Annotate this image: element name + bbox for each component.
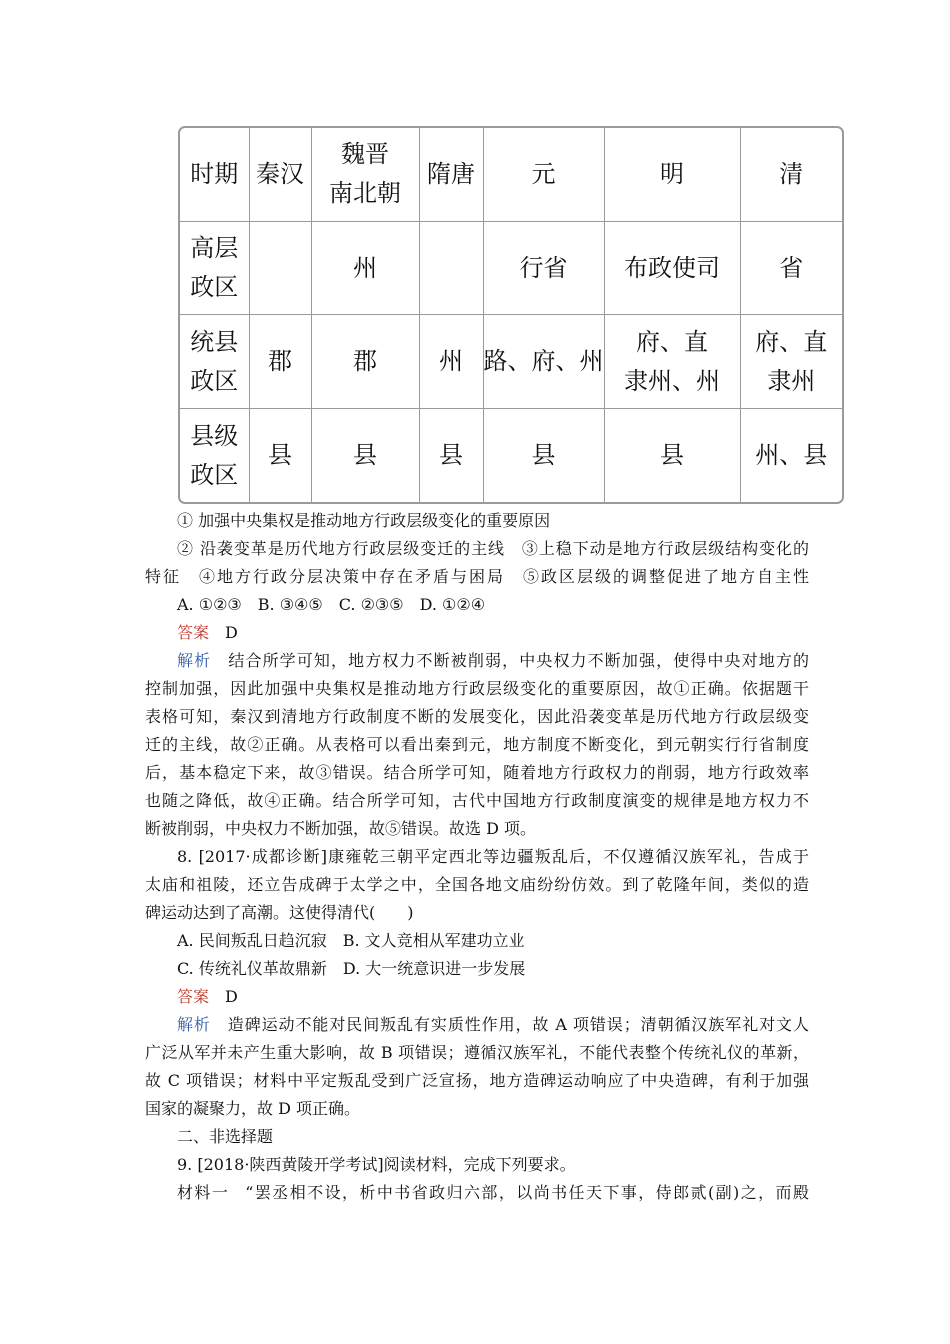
table-cell: 明	[604, 128, 740, 221]
table-cell: 县	[419, 409, 483, 502]
table-cell: 县	[483, 409, 604, 502]
q7-analysis-line: 断被削弱，中央权力不断加强，故⑤错误。故选 D 项。	[145, 819, 537, 838]
table-cell: 高层 政区	[180, 221, 249, 315]
table-cell	[249, 221, 311, 315]
table-row	[180, 221, 842, 315]
section-heading: 二、非选择题	[177, 1127, 274, 1146]
q8-analysis-line: 广泛从军并未产生重大影响，故 B 项错误；遵循汉族军礼，不能代表整个传统礼仪的革新，	[145, 1043, 809, 1062]
q7-analysis-line: 控制加强，因此加强中央集权是推动地方行政层级变化的重要原因，故①正确。依据题干	[145, 679, 809, 698]
q8-answer	[145, 983, 809, 1011]
statement-2-cont: 特征 ④地方行政分层决策中存在矛盾与困局 ⑤政区层级的调整促进了地方自主性	[145, 567, 809, 586]
statement-1: ① 加强中央集权是推动地方行政层级变化的重要原因	[177, 511, 551, 530]
table-cell: 县	[604, 409, 740, 502]
analysis-text: 结合所学可知，地方权力不断被削弱，中央权力不断加强，使得中央对地方的	[227, 651, 809, 670]
table-cell: 清	[740, 128, 842, 221]
analysis-text: 造碑运动不能对民间叛乱有实质性作用，故 A 项错误；清朝循汉族军礼对文人	[226, 1015, 809, 1034]
q8-stem-line: 太庙和祖陵，还立告成碑于太学之中，全国各地文庙纷纷仿效。到了乾隆年间，类似的造	[145, 875, 809, 894]
admin-levels-table	[178, 126, 844, 504]
table-cell: 隋唐	[419, 128, 483, 221]
table-cell: 府、直 隶州、州	[604, 315, 740, 409]
q8-options-ab: A. 民间叛乱日趋沉寂 B. 文人竞相从军建功立业	[177, 931, 525, 950]
q7-answer	[145, 619, 809, 647]
q8-options-cd: C. 传统礼仪革故鼎新 D. 大一统意识进一步发展	[177, 959, 526, 978]
table-cell: 统县 政区	[180, 315, 249, 409]
answer-value: D	[225, 987, 238, 1006]
table-cell: 魏晋 南北朝	[311, 128, 419, 221]
q8-stem-line: 碑运动达到了高潮。这使得清代( )	[145, 903, 414, 922]
statement-2: ② 沿袭变革是历代地方行政层级变迁的主线 ③上稳下动是地方行政层级结构变化的	[177, 539, 809, 558]
material-label: 材料一	[177, 1183, 230, 1202]
table-cell: 郡	[249, 315, 311, 409]
q8-analysis-line: 国家的凝聚力，故 D 项正确。	[145, 1099, 361, 1118]
analysis-label: 解析	[177, 651, 212, 670]
answer-label: 答案	[177, 987, 210, 1006]
material-text: “罢丞相不设，析中书省政归六部，以尚书任天下事，侍郎贰(副)之，而殿	[245, 1183, 809, 1202]
table-cell: 府、直 隶州	[740, 315, 842, 409]
table-cell: 州	[419, 315, 483, 409]
question-text	[145, 507, 809, 1207]
q9-material	[145, 1179, 809, 1207]
q8-stem-line: 8. [2017·成都诊断]康雍乾三朝平定西北等边疆叛乱后，不仅遵循汉族军礼，告成于	[177, 847, 809, 866]
table-cell: 州、县	[740, 409, 842, 502]
table-cell: 省	[740, 221, 842, 315]
table-row	[180, 315, 842, 409]
table-cell: 布政使司	[604, 221, 740, 315]
q7-analysis-line: 也随之降低，故④正确。结合所学可知，古代中国地方行政制度演变的规律是地方权力不	[145, 791, 809, 810]
table-cell: 秦汉	[249, 128, 311, 221]
table-cell: 县	[311, 409, 419, 502]
answer-value: D	[225, 623, 238, 642]
q7-analysis-line	[145, 647, 809, 675]
table-row	[180, 409, 842, 502]
q7-options: A. ①②③ B. ③④⑤ C. ②③⑤ D. ①②④	[177, 595, 486, 614]
q7-analysis-line: 后，基本稳定下来，故③错误。结合所学可知，随着地方行政权力的削弱，地方行政效率	[145, 763, 809, 782]
q7-analysis-line: 迁的主线，故②正确。从表格可以看出秦到元，地方制度不断变化，到元朝实行行省制度	[145, 735, 809, 754]
table-cell: 县级 政区	[180, 409, 249, 502]
q9-stem: 9. [2018·陕西黄陵开学考试]阅读材料，完成下列要求。	[177, 1155, 576, 1174]
table-cell	[419, 221, 483, 315]
table-cell: 县	[249, 409, 311, 502]
table-cell: 路、府、州	[483, 315, 604, 409]
table-cell: 郡	[311, 315, 419, 409]
analysis-label: 解析	[177, 1015, 211, 1034]
table-cell: 行省	[483, 221, 604, 315]
table-cell: 时期	[180, 128, 249, 221]
q7-analysis-line: 表格可知，秦汉到清地方行政制度不断的发展变化，因此沿袭变革是历代地方行政层级变	[145, 707, 809, 726]
answer-label: 答案	[177, 623, 210, 642]
table-header-row	[180, 128, 842, 221]
q8-analysis-line: 故 C 项错误；材料中平定叛乱受到广泛宣扬，地方造碑运动响应了中央造碑，有利于加强	[145, 1071, 809, 1090]
q8-analysis-line	[145, 1011, 809, 1039]
table-cell: 元	[483, 128, 604, 221]
table-cell: 州	[311, 221, 419, 315]
